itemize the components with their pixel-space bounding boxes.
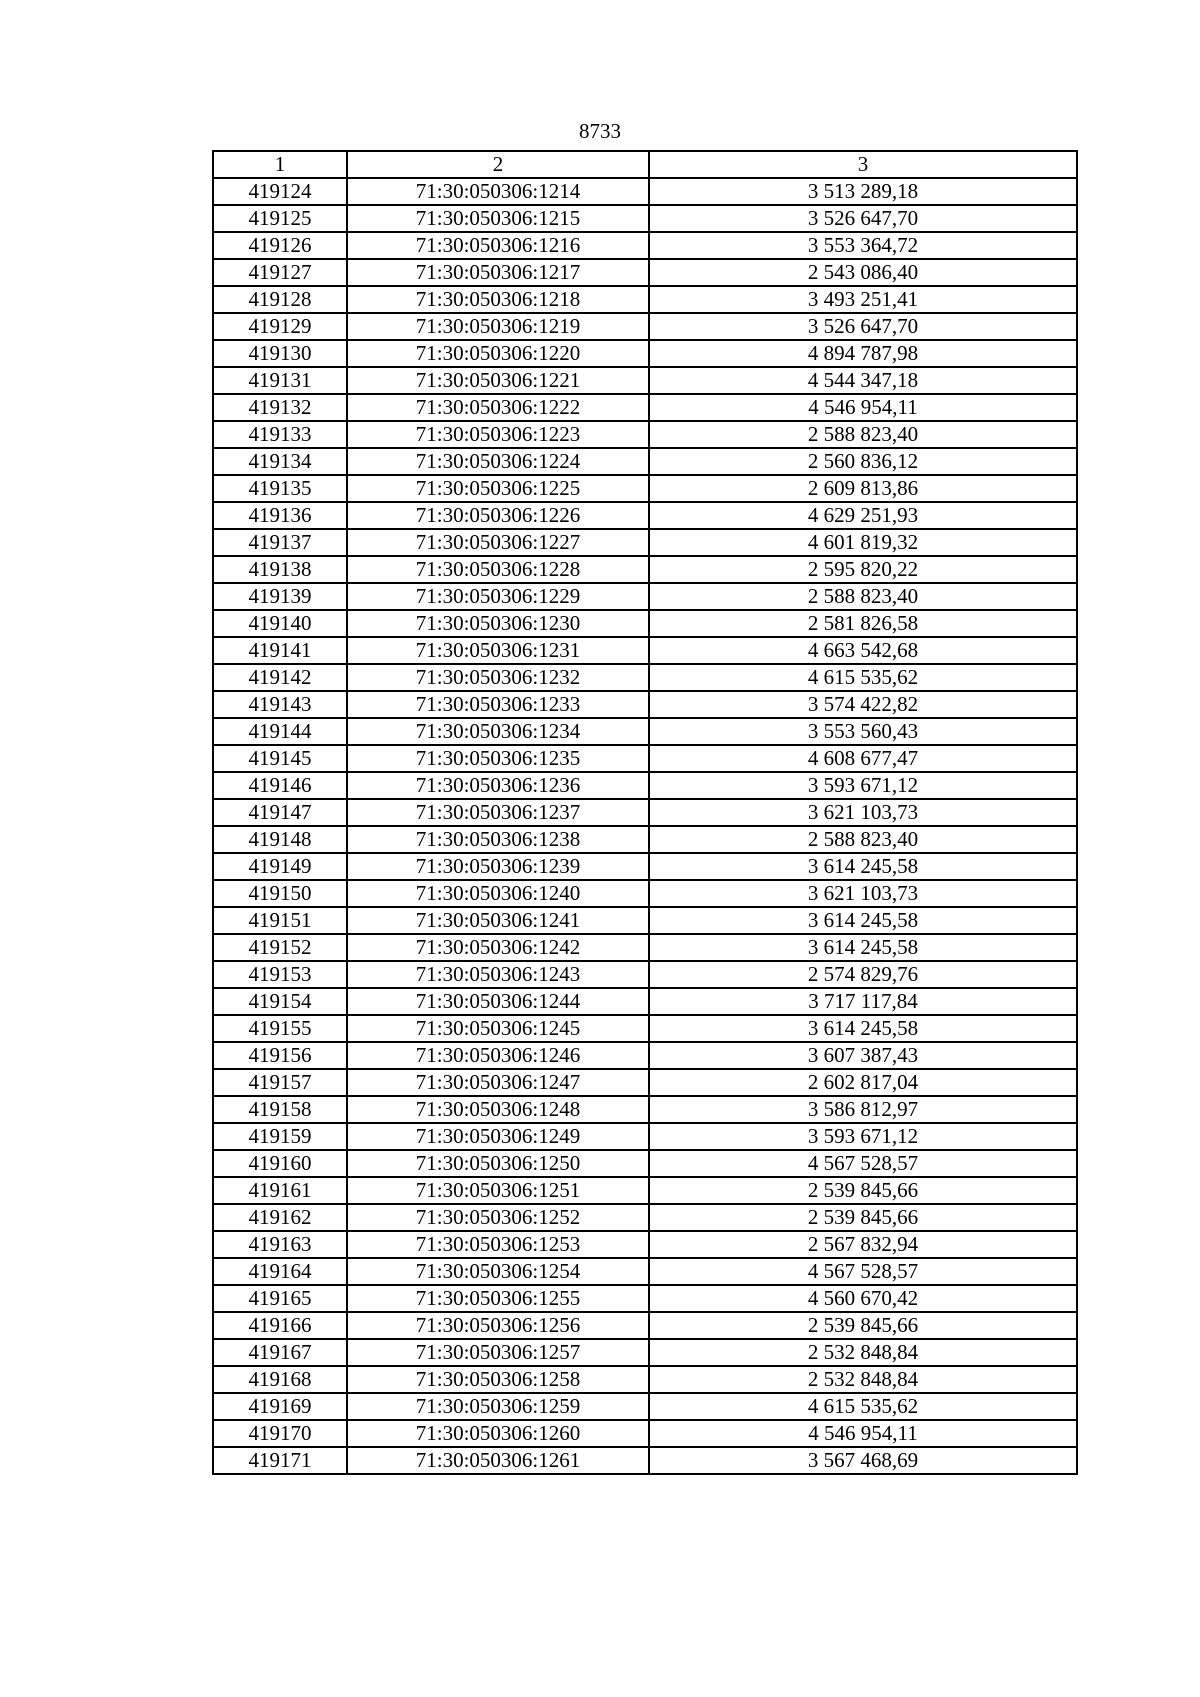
value-cell: 2 609 813,86 (649, 475, 1077, 502)
value-cell: 2 588 823,40 (649, 421, 1077, 448)
value-cell: 3 614 245,58 (649, 934, 1077, 961)
cadastral-number-cell: 71:30:050306:1232 (347, 664, 649, 691)
table-row (213, 448, 1077, 475)
table-row (213, 1420, 1077, 1447)
row-number-cell: 419153 (213, 961, 347, 988)
cadastral-number-cell: 71:30:050306:1220 (347, 340, 649, 367)
cadastral-number-cell: 71:30:050306:1214 (347, 178, 649, 205)
cadastral-number-cell: 71:30:050306:1254 (347, 1258, 649, 1285)
cadastral-number-cell: 71:30:050306:1236 (347, 772, 649, 799)
column-header-3: 3 (649, 151, 1077, 178)
cadastral-number-cell: 71:30:050306:1219 (347, 313, 649, 340)
cadastral-number-cell: 71:30:050306:1235 (347, 745, 649, 772)
table-body (213, 178, 1077, 1474)
row-number-cell: 419150 (213, 880, 347, 907)
column-header-2: 2 (347, 151, 649, 178)
row-number-cell: 419157 (213, 1069, 347, 1096)
value-cell: 2 574 829,76 (649, 961, 1077, 988)
row-number-cell: 419171 (213, 1447, 347, 1474)
value-cell: 3 553 560,43 (649, 718, 1077, 745)
value-cell: 3 593 671,12 (649, 772, 1077, 799)
table-row (213, 907, 1077, 934)
value-cell: 2 567 832,94 (649, 1231, 1077, 1258)
cadastral-number-cell: 71:30:050306:1222 (347, 394, 649, 421)
cadastral-number-cell: 71:30:050306:1229 (347, 583, 649, 610)
value-cell: 2 539 845,66 (649, 1177, 1077, 1204)
cadastral-number-cell: 71:30:050306:1253 (347, 1231, 649, 1258)
table-row (213, 772, 1077, 799)
row-number-cell: 419130 (213, 340, 347, 367)
cadastral-number-cell: 71:30:050306:1258 (347, 1366, 649, 1393)
row-number-cell: 419129 (213, 313, 347, 340)
row-number-cell: 419163 (213, 1231, 347, 1258)
table-row (213, 664, 1077, 691)
value-cell: 4 567 528,57 (649, 1150, 1077, 1177)
table-row (213, 1069, 1077, 1096)
cadastral-number-cell: 71:30:050306:1226 (347, 502, 649, 529)
cadastral-number-cell: 71:30:050306:1230 (347, 610, 649, 637)
cadastral-number-cell: 71:30:050306:1221 (347, 367, 649, 394)
table-header (213, 151, 1077, 178)
table-row (213, 367, 1077, 394)
value-cell: 2 595 820,22 (649, 556, 1077, 583)
cadastral-number-cell: 71:30:050306:1257 (347, 1339, 649, 1366)
cadastral-number-cell: 71:30:050306:1245 (347, 1015, 649, 1042)
row-number-cell: 419162 (213, 1204, 347, 1231)
cadastral-number-cell: 71:30:050306:1259 (347, 1393, 649, 1420)
row-number-cell: 419125 (213, 205, 347, 232)
table-row (213, 1042, 1077, 1069)
table-row (213, 1312, 1077, 1339)
table-row (213, 394, 1077, 421)
table-row (213, 205, 1077, 232)
table-row (213, 1150, 1077, 1177)
cadastral-number-cell: 71:30:050306:1248 (347, 1096, 649, 1123)
value-cell: 2 543 086,40 (649, 259, 1077, 286)
table-row (213, 1123, 1077, 1150)
value-cell: 2 602 817,04 (649, 1069, 1077, 1096)
table-row (213, 1231, 1077, 1258)
value-cell: 4 546 954,11 (649, 1420, 1077, 1447)
table-row (213, 421, 1077, 448)
row-number-cell: 419142 (213, 664, 347, 691)
table-row (213, 1204, 1077, 1231)
cadastral-number-cell: 71:30:050306:1216 (347, 232, 649, 259)
row-number-cell: 419143 (213, 691, 347, 718)
table-row (213, 826, 1077, 853)
value-cell: 4 615 535,62 (649, 1393, 1077, 1420)
value-cell: 3 614 245,58 (649, 1015, 1077, 1042)
row-number-cell: 419136 (213, 502, 347, 529)
value-cell: 4 601 819,32 (649, 529, 1077, 556)
value-cell: 3 513 289,18 (649, 178, 1077, 205)
table-row (213, 259, 1077, 286)
value-cell: 3 526 647,70 (649, 205, 1077, 232)
row-number-cell: 419169 (213, 1393, 347, 1420)
row-number-cell: 419151 (213, 907, 347, 934)
cadastral-number-cell: 71:30:050306:1233 (347, 691, 649, 718)
row-number-cell: 419167 (213, 1339, 347, 1366)
column-header-1: 1 (213, 151, 347, 178)
value-cell: 4 546 954,11 (649, 394, 1077, 421)
value-cell: 3 614 245,58 (649, 853, 1077, 880)
row-number-cell: 419128 (213, 286, 347, 313)
cadastral-number-cell: 71:30:050306:1227 (347, 529, 649, 556)
cadastral-number-cell: 71:30:050306:1247 (347, 1069, 649, 1096)
row-number-cell: 419144 (213, 718, 347, 745)
value-cell: 2 588 823,40 (649, 583, 1077, 610)
table-row (213, 1339, 1077, 1366)
row-number-cell: 419154 (213, 988, 347, 1015)
row-number-cell: 419168 (213, 1366, 347, 1393)
table-row (213, 637, 1077, 664)
table-row (213, 799, 1077, 826)
table-row (213, 583, 1077, 610)
value-cell: 4 629 251,93 (649, 502, 1077, 529)
table-row (213, 961, 1077, 988)
cadastral-number-cell: 71:30:050306:1237 (347, 799, 649, 826)
value-cell: 4 894 787,98 (649, 340, 1077, 367)
row-number-cell: 419159 (213, 1123, 347, 1150)
value-cell: 2 539 845,66 (649, 1312, 1077, 1339)
cadastral-number-cell: 71:30:050306:1223 (347, 421, 649, 448)
table-row (213, 1285, 1077, 1312)
cadastral-number-cell: 71:30:050306:1244 (347, 988, 649, 1015)
row-number-cell: 419161 (213, 1177, 347, 1204)
value-cell: 3 553 364,72 (649, 232, 1077, 259)
cadastral-number-cell: 71:30:050306:1234 (347, 718, 649, 745)
value-cell: 3 607 387,43 (649, 1042, 1077, 1069)
row-number-cell: 419135 (213, 475, 347, 502)
cadastral-number-cell: 71:30:050306:1249 (347, 1123, 649, 1150)
value-cell: 2 581 826,58 (649, 610, 1077, 637)
row-number-cell: 419140 (213, 610, 347, 637)
cadastral-number-cell: 71:30:050306:1218 (347, 286, 649, 313)
cadastral-number-cell: 71:30:050306:1217 (347, 259, 649, 286)
cadastral-number-cell: 71:30:050306:1260 (347, 1420, 649, 1447)
cadastral-number-cell: 71:30:050306:1225 (347, 475, 649, 502)
table-row (213, 718, 1077, 745)
value-cell: 3 621 103,73 (649, 799, 1077, 826)
table-row (213, 556, 1077, 583)
header-row (213, 151, 1077, 178)
table-row (213, 1393, 1077, 1420)
table-row (213, 475, 1077, 502)
table-row (213, 1015, 1077, 1042)
row-number-cell: 419138 (213, 556, 347, 583)
row-number-cell: 419156 (213, 1042, 347, 1069)
cadastral-number-cell: 71:30:050306:1238 (347, 826, 649, 853)
row-number-cell: 419124 (213, 178, 347, 205)
page-number: 8733 (579, 119, 621, 143)
cadastral-number-cell: 71:30:050306:1241 (347, 907, 649, 934)
row-number-cell: 419132 (213, 394, 347, 421)
table-row (213, 691, 1077, 718)
value-cell: 3 574 422,82 (649, 691, 1077, 718)
table-row (213, 1177, 1077, 1204)
row-number-cell: 419155 (213, 1015, 347, 1042)
row-number-cell: 419146 (213, 772, 347, 799)
value-cell: 3 567 468,69 (649, 1447, 1077, 1474)
row-number-cell: 419139 (213, 583, 347, 610)
value-cell: 4 567 528,57 (649, 1258, 1077, 1285)
row-number-cell: 419164 (213, 1258, 347, 1285)
value-cell: 4 663 542,68 (649, 637, 1077, 664)
cadastral-number-cell: 71:30:050306:1228 (347, 556, 649, 583)
table-row (213, 1447, 1077, 1474)
cadastral-number-cell: 71:30:050306:1215 (347, 205, 649, 232)
value-cell: 2 532 848,84 (649, 1366, 1077, 1393)
cadastral-number-cell: 71:30:050306:1240 (347, 880, 649, 907)
cadastral-number-cell: 71:30:050306:1231 (347, 637, 649, 664)
cadastral-number-cell: 71:30:050306:1250 (347, 1150, 649, 1177)
row-number-cell: 419152 (213, 934, 347, 961)
value-cell: 4 560 670,42 (649, 1285, 1077, 1312)
row-number-cell: 419166 (213, 1312, 347, 1339)
value-cell: 2 588 823,40 (649, 826, 1077, 853)
table-row (213, 529, 1077, 556)
cadastral-number-cell: 71:30:050306:1251 (347, 1177, 649, 1204)
row-number-cell: 419127 (213, 259, 347, 286)
value-cell: 2 539 845,66 (649, 1204, 1077, 1231)
cadastral-number-cell: 71:30:050306:1252 (347, 1204, 649, 1231)
row-number-cell: 419170 (213, 1420, 347, 1447)
value-cell: 3 621 103,73 (649, 880, 1077, 907)
table-row (213, 313, 1077, 340)
value-cell: 3 717 117,84 (649, 988, 1077, 1015)
row-number-cell: 419145 (213, 745, 347, 772)
row-number-cell: 419126 (213, 232, 347, 259)
cadastral-number-cell: 71:30:050306:1239 (347, 853, 649, 880)
value-cell: 2 532 848,84 (649, 1339, 1077, 1366)
row-number-cell: 419158 (213, 1096, 347, 1123)
row-number-cell: 419137 (213, 529, 347, 556)
table-row (213, 880, 1077, 907)
row-number-cell: 419160 (213, 1150, 347, 1177)
cadastral-number-cell: 71:30:050306:1261 (347, 1447, 649, 1474)
table-row (213, 853, 1077, 880)
value-cell: 3 614 245,58 (649, 907, 1077, 934)
table-row (213, 1096, 1077, 1123)
value-cell: 2 560 836,12 (649, 448, 1077, 475)
row-number-cell: 419147 (213, 799, 347, 826)
table-row (213, 610, 1077, 637)
value-cell: 3 593 671,12 (649, 1123, 1077, 1150)
table-row (213, 340, 1077, 367)
cadastral-number-cell: 71:30:050306:1224 (347, 448, 649, 475)
row-number-cell: 419133 (213, 421, 347, 448)
table-row (213, 178, 1077, 205)
cadastral-number-cell: 71:30:050306:1243 (347, 961, 649, 988)
value-cell: 3 526 647,70 (649, 313, 1077, 340)
cadastral-number-cell: 71:30:050306:1256 (347, 1312, 649, 1339)
table-row (213, 232, 1077, 259)
table-row (213, 934, 1077, 961)
row-number-cell: 419148 (213, 826, 347, 853)
table-row (213, 1258, 1077, 1285)
table-row (213, 286, 1077, 313)
row-number-cell: 419134 (213, 448, 347, 475)
table-row (213, 502, 1077, 529)
value-cell: 4 544 347,18 (649, 367, 1077, 394)
cadastral-number-cell: 71:30:050306:1255 (347, 1285, 649, 1312)
row-number-cell: 419131 (213, 367, 347, 394)
value-cell: 4 608 677,47 (649, 745, 1077, 772)
table-row (213, 1366, 1077, 1393)
table-row (213, 745, 1077, 772)
registry-table (212, 150, 1078, 1475)
row-number-cell: 419149 (213, 853, 347, 880)
row-number-cell: 419141 (213, 637, 347, 664)
cadastral-number-cell: 71:30:050306:1246 (347, 1042, 649, 1069)
cadastral-number-cell: 71:30:050306:1242 (347, 934, 649, 961)
row-number-cell: 419165 (213, 1285, 347, 1312)
table-row (213, 988, 1077, 1015)
value-cell: 4 615 535,62 (649, 664, 1077, 691)
value-cell: 3 493 251,41 (649, 286, 1077, 313)
value-cell: 3 586 812,97 (649, 1096, 1077, 1123)
